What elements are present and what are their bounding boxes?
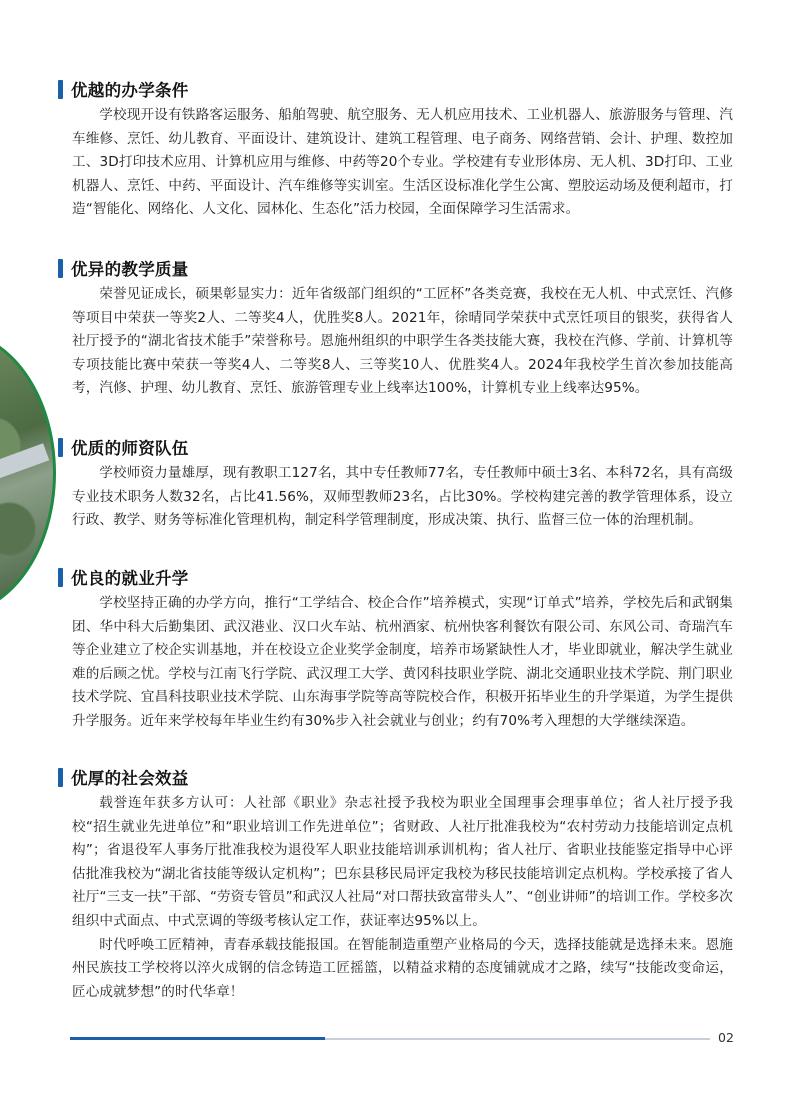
section-title: 优异的教学质量 <box>71 260 189 279</box>
section-employment <box>58 566 733 734</box>
section-heading <box>58 766 733 788</box>
section-social-benefits <box>58 766 733 1004</box>
section-title: 优质的师资队伍 <box>71 439 189 458</box>
section-title: 优越的办学条件 <box>71 81 189 100</box>
page-number: 02 <box>718 1030 734 1045</box>
heading-bar-icon <box>58 259 63 278</box>
heading-bar-icon <box>58 438 63 457</box>
heading-bar-icon <box>58 80 63 99</box>
footer-divider-accent <box>70 1037 325 1040</box>
section-paragraph: 学校师资力量雄厚，现有教职工127名，其中专任教师77名，专任教师中硕士3名、本科72名，具有高级专业技术职务人数32名，占比41.56%，双师型教师23名，占比30%。学校构建完善的教学管理体系，设立行政、教学、财务等标准化管理机构，制定科学管理制度，形成决策、执行、监督三位一体的治理机制。 <box>72 465 733 529</box>
section-paragraph: 载誉连年获多方认可：人社部《职业》杂志社授予我校为职业全国理事会理事单位；省人社厅授予我校“招生就业先进单位”和“职业培训工作先进单位”；省财政、人社厅批准我校为“农村劳动力技能培训定点机构”；省退役军人事务厅批准我校为退役军人职业技能培训承训机构；省人社厅、省职业技能鉴定指导中心评估批准我校为“湖北省技能等级认定机构”；巴东县移民局评定我校为移民技能培训定点机构。学校承接了省人社厅“三支一扶”干部、“劳资专管员”和武汉人社局“对口帮扶致富带头人”、“创业讲师”的培训工作。学校多次组织中式面点、中式烹调的等级考核认定工作，获证率达95%以上。 <box>72 795 733 929</box>
section-title: 优厚的社会效益 <box>71 769 189 788</box>
section-heading <box>58 566 733 588</box>
section-paragraph: 学校坚持正确的办学方向，推行“工学结合、校企合作”培养模式，实现“订单式”培养，学校先后和武钢集团、华中科大后勤集团、武汉港业、汉口火车站、杭州酒家、杭州快客利餐饮有限公司、东风公司、奇瑞汽车等企业建立了校企实训基地，并在校设立企业奖学金制度，培养市场紧缺性人才，毕业即就业，解决学生就业难的后顾之忧。学校与江南飞行学院、武汉理工大学、黄冈科技职业学院、湖北交通职业技术学院、荆门职业技术学院、宜昌科技职业技术学院、山东海事学院等高等院校合作，积极开拓毕业生的升学渠道，为学生提供升学服务。近年来学校每年毕业生约有30%步入社会就业与创业；约有70%考入理想的大学继续深造。 <box>72 595 733 729</box>
section-paragraph: 学校现开设有铁路客运服务、船舶驾驶、航空服务、无人机应用技术、工业机器人、旅游服务与管理、汽车维修、烹饪、幼儿教育、平面设计、建筑设计、建筑工程管理、电子商务、网络营销、会计、护理、数控加工、3D打印技术应用、计算机应用与维修、中药等20个专业。学校建有专业形体房、无人机、3D打印、工业机器人、烹饪、中药、平面设计、汽车维修等实训室。生活区设标准化学生公寓、塑胶运动场及便利超市，打造“智能化、网络化、人文化、园林化、生态化”活力校园，全面保障学习生活需求。 <box>72 107 733 218</box>
section-heading <box>58 436 733 458</box>
section-teaching-quality <box>58 257 733 401</box>
heading-bar-icon <box>58 768 63 787</box>
heading-bar-icon <box>58 568 63 587</box>
section-paragraph: 荣誉见证成长，硕果彰显实力：近年省级部门组织的“工匠杯”各类竞赛，我校在无人机、中式烹饪、汽修等项目中荣获一等奖2人、二等奖4人，优胜奖8人。2021年，徐晴同学荣获中式烹饪项目的银奖，获得省人社厅授予的“湖北省技术能手”荣誉称号。恩施州组织的中职学生各类技能大赛，我校在汽修、学前、计算机等专项技能比赛中荣获一等奖4人、二等奖8人、三等奖10人、优胜奖4人。2024年我校学生首次参加技能高考，汽修、护理、幼儿教育、烹饪、旅游管理专业上线率达100%，计算机专业上线率达95%。 <box>72 286 733 397</box>
section-faculty <box>58 436 733 533</box>
closing-paragraph: 时代呼唤工匠精神，青春承载技能报国。在智能制造重塑产业格局的今天，选择技能就是选择未来。恩施州民族技工学校将以淬火成钢的信念铸造工匠摇篮，以精益求精的态度铺就成才之路，续写“技能改变命运，匠心成就梦想”的时代华章！ <box>72 936 733 1000</box>
section-heading <box>58 257 733 279</box>
section-title: 优良的就业升学 <box>71 569 189 588</box>
section-heading <box>58 78 733 100</box>
campus-photo-decoration <box>0 330 56 616</box>
section-conditions <box>58 78 733 222</box>
